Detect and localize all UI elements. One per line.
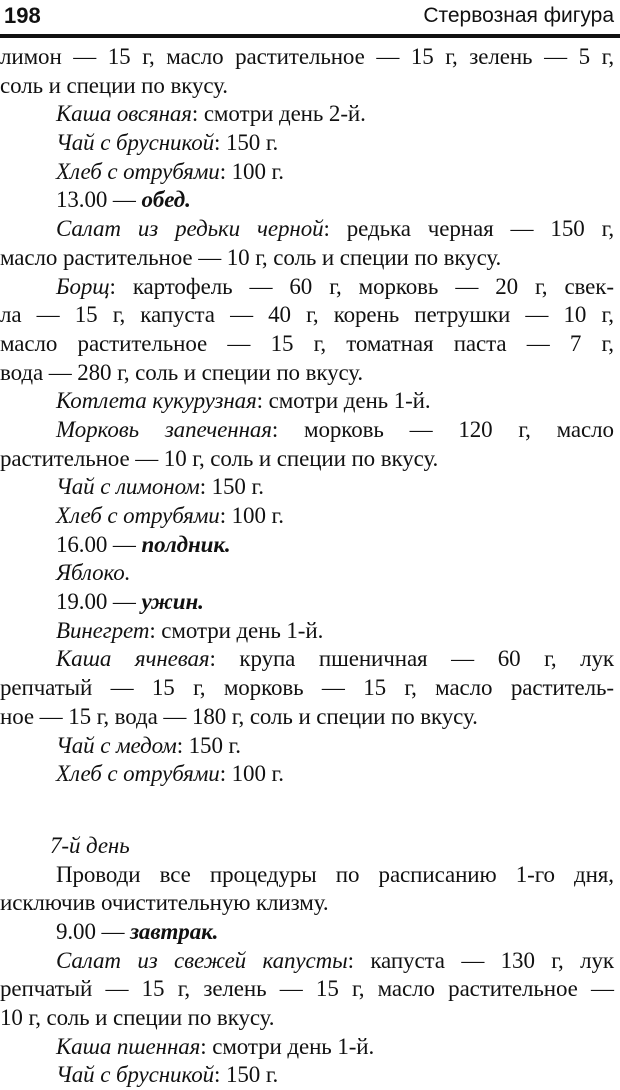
text-line xyxy=(0,416,614,445)
line-text-word: г, xyxy=(404,675,417,701)
text-line xyxy=(0,861,614,890)
line-text: 19.00 — xyxy=(56,589,142,615)
line-text-word: 1-го xyxy=(515,861,555,887)
dish-name-word: запеченная xyxy=(164,416,272,442)
dish-name-word: ячневая xyxy=(134,646,210,672)
body-text xyxy=(0,43,614,1090)
dish-name-word: из xyxy=(137,216,159,242)
dish-name: Хлеб с отрубями xyxy=(56,158,220,184)
line-text-word: г, xyxy=(177,976,191,1002)
header-rule xyxy=(0,34,620,38)
text-line xyxy=(0,387,614,416)
dish-name-word: черной xyxy=(257,216,324,242)
line-text-word: по xyxy=(335,861,360,887)
line-text-word: — xyxy=(591,976,614,1002)
line-text-word: — xyxy=(526,330,550,356)
word-group xyxy=(56,273,116,302)
line-text-word: — xyxy=(510,216,534,242)
word-group xyxy=(257,215,330,244)
page-header xyxy=(4,0,614,30)
line-text-word: процедуры xyxy=(209,861,317,887)
line-text-word: растительное xyxy=(235,44,365,69)
text-line xyxy=(0,918,614,947)
line-text-word: : xyxy=(323,216,330,242)
line-text: : 150 г. xyxy=(214,1062,279,1088)
dish-name: 7-й день xyxy=(50,832,130,858)
line-text-word: масло xyxy=(556,416,614,442)
line-text-word: 20 xyxy=(495,273,519,299)
line-text-word: — xyxy=(110,675,134,701)
line-text-word: 60 xyxy=(497,646,521,672)
line-text: масло растительное — 10 г, соль и специи по вкусу. xyxy=(0,244,502,270)
line-text-word: г, xyxy=(445,44,458,69)
dish-name-word: Морковь xyxy=(56,416,139,442)
line-text: 13.00 — xyxy=(56,187,142,213)
line-text-word: — xyxy=(279,976,303,1002)
dish-name-word: Каша xyxy=(56,646,112,672)
line-text: : 150 г. xyxy=(214,130,279,156)
dish-name: Хлеб с отрубями xyxy=(56,761,220,787)
line-text-word: — xyxy=(525,302,549,328)
text-line xyxy=(0,732,614,761)
line-text: : 150 г. xyxy=(176,732,241,758)
line-text-word: морковь xyxy=(304,416,384,442)
line-text-word: редька xyxy=(346,216,411,242)
dish-name: Котлета кукурузная xyxy=(56,388,257,414)
text-line xyxy=(0,975,614,1004)
line-text-word: ла xyxy=(0,302,22,328)
line-text-word: 15 xyxy=(141,976,165,1002)
line-text: : смотри день 1-й. xyxy=(149,617,324,643)
line-text-word: : xyxy=(347,947,354,973)
line-text-word: г, xyxy=(544,646,557,672)
line-text-word: масло xyxy=(435,675,493,701)
text-line xyxy=(0,215,614,244)
line-text-word: репчатый xyxy=(0,675,93,701)
line-text-word: растительное xyxy=(77,330,208,356)
line-text: : 100 г. xyxy=(219,503,284,528)
line-text-word: морковь xyxy=(223,675,304,701)
line-text: : смотри день 2-й. xyxy=(191,101,366,127)
meal-label: ужин. xyxy=(141,589,204,615)
text-line xyxy=(0,1033,614,1062)
text-line xyxy=(0,617,614,646)
line-text: : 150 г. xyxy=(199,474,264,500)
dish-name-word: Борщ xyxy=(56,273,110,299)
text-line xyxy=(0,559,614,588)
text-line xyxy=(0,100,614,129)
line-text: 16.00 — xyxy=(56,531,142,557)
line-text-word: : xyxy=(209,646,216,672)
text-line xyxy=(0,588,614,617)
line-text-word: масло xyxy=(0,330,58,356)
line-text-word: 120 xyxy=(458,416,493,442)
line-text: 9.00 — xyxy=(56,918,131,944)
line-text-word: 130 xyxy=(500,947,535,973)
line-text-word: : xyxy=(109,273,116,299)
text-line xyxy=(0,760,614,789)
line-text-word: раститель- xyxy=(510,675,614,701)
text-line xyxy=(0,1004,614,1033)
line-text-word: пшеничная xyxy=(318,646,428,672)
line-text-word: Проводи xyxy=(56,861,141,887)
line-text-word: — xyxy=(227,330,251,356)
text-line xyxy=(0,244,614,273)
line-text: ное — 15 г, вода — 180 г, соль и специи по вкусу. xyxy=(0,703,478,729)
line-text-word: крупа xyxy=(239,646,296,672)
dish-name-word: свежей xyxy=(174,947,247,973)
section-heading xyxy=(0,832,614,861)
line-text-word: капуста xyxy=(140,302,215,328)
text-line xyxy=(0,1061,614,1090)
line-text-word: растительное xyxy=(448,976,578,1002)
line-text-word: — xyxy=(461,947,485,973)
line-text-word: 15 xyxy=(74,302,98,328)
line-text-word: г, xyxy=(193,675,206,701)
text-line xyxy=(0,445,614,474)
line-text: : смотри день 1-й. xyxy=(256,388,431,414)
line-text: : 100 г. xyxy=(219,158,284,184)
word-group xyxy=(135,645,216,674)
line-text-word: — xyxy=(409,416,433,442)
line-text-word: свек- xyxy=(564,273,614,299)
line-text-word: дня, xyxy=(574,861,614,887)
text-line xyxy=(0,889,614,918)
meal-label: обед. xyxy=(141,187,191,213)
line-text-word: — xyxy=(376,44,400,69)
line-text-word: г, xyxy=(535,273,548,299)
text-line xyxy=(0,645,614,674)
line-text-word: г, xyxy=(601,302,614,328)
line-text-word: зелень xyxy=(203,976,267,1002)
text-line xyxy=(0,531,614,560)
line-text-word: г, xyxy=(351,976,365,1002)
dish-name: Чай с медом xyxy=(56,732,177,758)
text-line xyxy=(0,301,614,330)
dish-name: Чай с брусникой xyxy=(56,1062,215,1088)
dish-name-word: из xyxy=(137,947,158,973)
line-text-word: 60 xyxy=(289,273,313,299)
line-text-word: — xyxy=(455,273,479,299)
line-text: растительное — 10 г, соль и специи по вкусу. xyxy=(0,445,439,471)
line-text-word: лимон xyxy=(0,44,62,69)
dish-name: Чай с лимоном xyxy=(56,474,200,500)
line-text-word: масло xyxy=(166,44,224,69)
text-line xyxy=(0,703,614,732)
line-text-word: все xyxy=(159,861,191,887)
line-text: исключив очистительную клизму. xyxy=(0,890,329,916)
line-text-word: — xyxy=(544,44,567,69)
text-line xyxy=(0,947,614,976)
dish-name: Хлеб с отрубями xyxy=(56,503,220,528)
line-text-word: — xyxy=(249,273,273,299)
text-line xyxy=(0,359,614,388)
line-text-word: г, xyxy=(313,330,327,356)
line-text-word: масло xyxy=(377,976,435,1002)
text-line xyxy=(0,129,614,158)
dish-name: Яблоко. xyxy=(56,560,131,586)
dish-name: Каша пшенная xyxy=(56,1033,201,1059)
running-title: Стервозная фигура xyxy=(423,4,614,27)
line-text-word: томатная xyxy=(346,330,434,356)
line-text-word: зелень xyxy=(469,44,533,69)
line-text-word: : xyxy=(271,416,279,442)
line-text-word: петрушки xyxy=(414,302,511,328)
line-text-word: г, xyxy=(601,216,614,242)
line-text-word: — xyxy=(105,976,129,1002)
text-line xyxy=(0,473,614,502)
line-text: соль и специи по вкусу. xyxy=(0,72,228,98)
text-line xyxy=(0,186,614,215)
line-text-word: 15 xyxy=(363,675,387,701)
page-number: 198 xyxy=(4,3,41,28)
line-text-word: расписанию xyxy=(378,861,497,887)
line-text-word: 15 xyxy=(315,976,339,1002)
line-text-word: картофель xyxy=(132,273,233,299)
line-text: : смотри день 1-й. xyxy=(200,1033,375,1059)
meal-label: завтрак. xyxy=(130,918,219,944)
line-text-word: — xyxy=(451,646,475,672)
line-text-word: 40 xyxy=(268,302,291,328)
line-text-word: г, xyxy=(518,416,531,442)
dish-name-word: Салат xyxy=(56,216,121,242)
line-text: вода — 280 г, соль и специи по вкусу. xyxy=(0,359,364,385)
line-text-word: — xyxy=(321,675,345,701)
text-line xyxy=(0,72,614,101)
line-text: 10 г, соль и специи по вкусу. xyxy=(0,1005,275,1030)
text-line xyxy=(0,273,614,302)
line-text-word: корень xyxy=(333,302,400,328)
line-text-word: лук xyxy=(580,947,614,973)
line-text-word: г, xyxy=(551,947,564,973)
line-text-word: — xyxy=(36,302,60,328)
paragraph-gap xyxy=(0,789,614,832)
text-line xyxy=(0,502,614,531)
text-line xyxy=(0,674,614,703)
word-group xyxy=(165,416,278,445)
line-text-word: 7 xyxy=(569,330,582,356)
line-text-word: морковь xyxy=(358,273,439,299)
word-group xyxy=(263,947,354,976)
text-line xyxy=(0,158,614,187)
line-text-word: 15 xyxy=(270,330,294,356)
line-text-word: 150 xyxy=(550,216,585,242)
line-text-word: г, xyxy=(306,302,319,328)
meal-label: полдник. xyxy=(141,531,231,557)
line-text-word: черная xyxy=(427,216,494,242)
line-text-word: 15 xyxy=(410,44,434,69)
line-text-word: 15 xyxy=(107,44,131,69)
dish-name-word: редьки xyxy=(175,216,241,242)
line-text-word: — xyxy=(73,44,97,69)
line-text-word: капуста xyxy=(370,947,445,973)
dish-name-word: Салат xyxy=(56,947,121,973)
line-text: : 100 г. xyxy=(219,761,284,787)
line-text-word: репчатый xyxy=(0,976,93,1002)
line-text-word: — xyxy=(230,302,253,328)
line-text-word: 15 xyxy=(151,675,175,701)
dish-name: Каша овсяная xyxy=(56,101,192,127)
line-text-word: г, xyxy=(601,44,614,69)
line-text-word: 10 xyxy=(563,302,587,328)
line-text-word: г, xyxy=(601,330,614,356)
line-text-word: г, xyxy=(142,44,155,69)
line-text-word: паста xyxy=(453,330,507,356)
text-line xyxy=(0,330,614,359)
dish-name: Чай с брусникой xyxy=(56,130,215,156)
text-line xyxy=(0,43,614,72)
line-text-word: 5 xyxy=(578,44,590,69)
line-text-word: г, xyxy=(112,302,126,328)
line-text-word: г, xyxy=(329,273,342,299)
dish-name-word: капусты xyxy=(262,947,348,973)
dish-name: Винегрет xyxy=(56,617,150,643)
line-text-word: лук xyxy=(580,646,614,672)
